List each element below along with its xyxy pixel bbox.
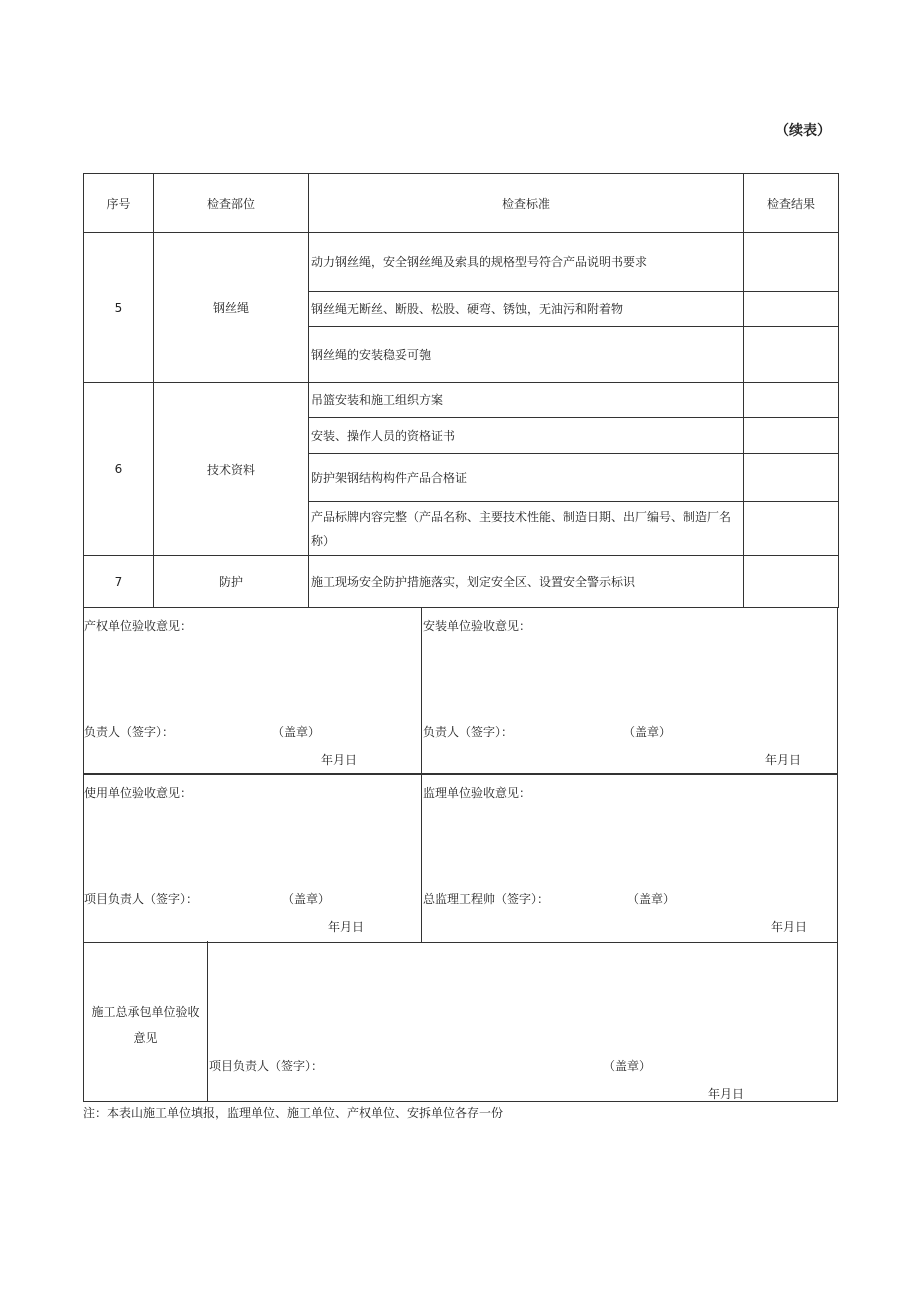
user-title: 使用单位验收意见： — [84, 786, 193, 800]
group-part: 防护 — [154, 556, 309, 608]
group-no: 5 — [84, 233, 154, 383]
standard-item: 施工现场安全防护措施落实，划定安全区、设置安全警示标识 — [309, 556, 744, 608]
group-part: 技术资料 — [154, 383, 309, 556]
install-date: 年月日 — [765, 753, 802, 767]
supervisor-seal: （盖章） — [627, 892, 676, 906]
result-cell[interactable] — [744, 383, 839, 418]
group-part: 钢丝绳 — [154, 233, 309, 383]
header-no: 序号 — [84, 174, 154, 233]
result-cell[interactable] — [744, 292, 839, 327]
install-seal: （盖章） — [623, 725, 672, 739]
sign-block-row-1 — [83, 607, 838, 774]
standard-item: 动力钢丝绳，安全钢丝绳及索具的规格型号符合产品说明书要求 — [309, 233, 744, 292]
header-row — [84, 174, 839, 233]
continued-label: （续表） — [775, 123, 831, 139]
general-seal: （盖章） — [603, 1059, 652, 1073]
sign-block-row-2 — [83, 774, 838, 943]
column-divider — [207, 941, 208, 1101]
user-seal: （盖章） — [282, 892, 331, 906]
group-no: 6 — [84, 383, 154, 556]
supervisor-signer: 总监理工程帅（签字）： — [423, 892, 550, 906]
result-cell[interactable] — [744, 502, 839, 556]
install-title: 安装单位验收意见： — [423, 619, 532, 633]
result-cell[interactable] — [744, 418, 839, 454]
footnote: 注：本表山施工单位填报，监理单位、施工单位、产权单位、安拆单位各存一份 — [83, 1106, 504, 1120]
general-title: 施工总承包单位验收意见 — [91, 1005, 200, 1045]
group-no: 7 — [84, 556, 154, 608]
supervisor-date: 年月日 — [771, 920, 808, 934]
column-divider — [421, 775, 422, 942]
property-signer: 负责人（签字）： — [84, 725, 175, 739]
standard-item: 钢丝绳无断丝、断股、松股、硬弯、锈蚀，无油污和附着物 — [309, 292, 744, 327]
supervisor-title: 监理单位验收意见： — [423, 786, 532, 800]
install-signer: 负责人（签字）： — [423, 725, 514, 739]
table-row — [84, 556, 839, 608]
result-cell[interactable] — [744, 327, 839, 383]
inspection-table — [83, 173, 839, 608]
general-date: 年月日 — [708, 1087, 745, 1101]
general-signer: 项目负责人（签字）： — [209, 1059, 324, 1073]
result-cell[interactable] — [744, 233, 839, 292]
property-title: 产权单位验收意见： — [84, 619, 193, 633]
header-standard: 检查标准 — [309, 174, 744, 233]
property-date: 年月日 — [321, 753, 358, 767]
user-date: 年月日 — [328, 920, 365, 934]
header-result: 检查结果 — [744, 174, 839, 233]
sign-block-row-3 — [83, 941, 838, 1102]
standard-item: 产品标牌内容完整（产品名称、主要技术性能、制造日期、出厂编号、制造厂名称） — [309, 502, 744, 556]
table-row — [84, 383, 839, 418]
result-cell[interactable] — [744, 556, 839, 608]
user-signer: 项目负责人（签字）： — [84, 892, 199, 906]
property-seal: （盖章） — [272, 725, 321, 739]
header-part: 检查部位 — [154, 174, 309, 233]
standard-item: 吊篮安装和施工组织方案 — [309, 383, 744, 418]
column-divider — [421, 607, 422, 773]
table-row — [84, 233, 839, 292]
result-cell[interactable] — [744, 454, 839, 502]
standard-item: 防护架钢结构构件产品合格证 — [309, 454, 744, 502]
standard-item: 钢丝绳的安装稳妥可匏 — [309, 327, 744, 383]
standard-item: 安装、操作人员的资格证书 — [309, 418, 744, 454]
